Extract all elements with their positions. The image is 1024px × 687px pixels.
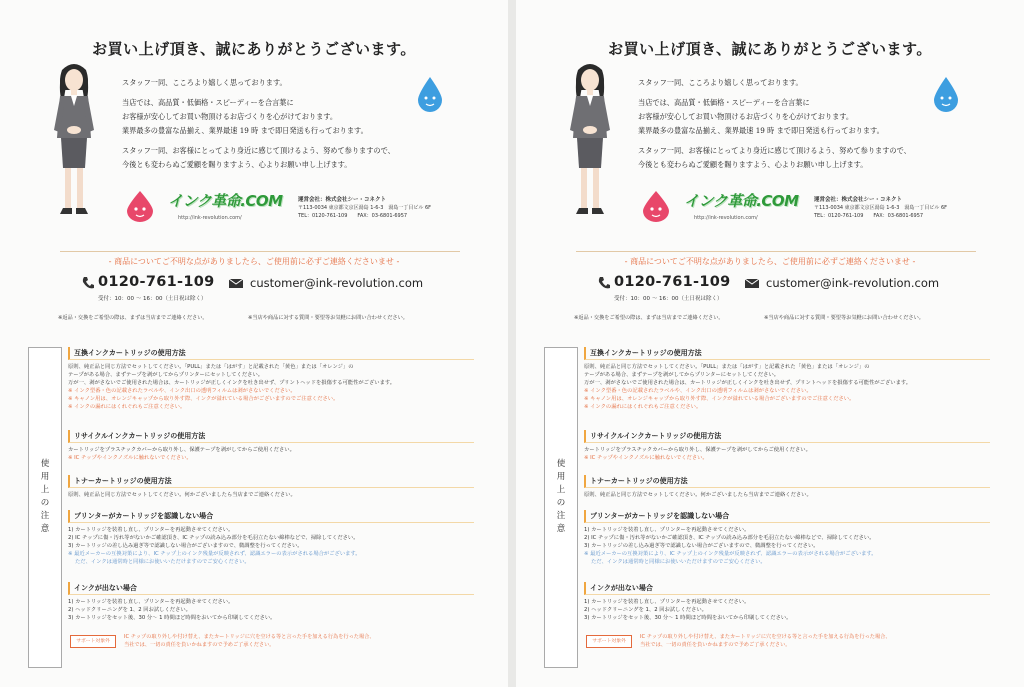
support-disclaimer-line: 当社では、一切の責任を負いかねますので予めご了承ください。: [124, 642, 275, 648]
brand-logo: インク革命.COM: [168, 192, 283, 210]
greeting-line: スタッフ一同、お客様にとってより身近に感じて頂けるよう、努めて参りますので、: [638, 146, 911, 155]
usage-section-heading: リサイクルインクカートリッジの使用方法: [584, 430, 990, 443]
business-hours: 受付：10：00 〜 16：00（土日祝は除く）: [98, 296, 207, 302]
instruction-line: 原則、純正品と同じ方法でセットしてください。「PULL」または「はがす」と記載された「黄色」または「オレンジ」の: [68, 364, 354, 370]
caution-note: ※ インクの漏れにはくれぐれもご注意ください。: [68, 404, 186, 410]
caution-note: ※ インク型番・色の記載されたラベルや、インク出口の透明フィルムは剥がさないでください。: [68, 388, 296, 394]
instruction-page-right: [516, 0, 1024, 687]
section-divider: [576, 251, 976, 252]
usage-instructions: [584, 347, 984, 667]
support-disclaimer-line: IC チップの取り外しや付け替え、またカートリッジに穴を空ける等と言った手を加える行為を行った場合、: [124, 634, 375, 640]
instruction-line: 1) カートリッジを装着し直し、プリンターを再起動させてください。: [584, 527, 750, 533]
company-tel-fax: TEL：0120-761-109 FAX：03-6801-6957: [814, 213, 924, 219]
side-label-char: 上: [40, 485, 50, 495]
section-divider: [60, 251, 460, 252]
unsupported-badge: サポート対象外: [586, 635, 632, 648]
instruction-line: テープがある場合、まずテープを剥がしてからプリンターにセットしてください。: [68, 372, 264, 378]
brand-url[interactable]: http://ink-revolution.com/: [694, 215, 758, 221]
greeting-line: 当店では、高品質・低価格・スピーディーを合言葉に: [638, 98, 810, 107]
instruction-line: 万が一、剥がさないでご使用された場合は、カートリッジが正しくインクを吐き出せず、プリントヘッドを損傷する可能性がございます。: [584, 380, 912, 386]
instruction-line: 1) カートリッジを装着し直し、プリンターを再起動させてください。: [68, 599, 234, 605]
staff-mascot-illustration: [44, 60, 104, 220]
side-label-char: 上: [556, 485, 566, 495]
staff-mascot-illustration: [560, 60, 620, 220]
usage-notes-side-label: [28, 347, 62, 668]
email-address[interactable]: customer@ink-revolution.com: [766, 276, 940, 290]
caution-note: ※ 最近メーカーの互換対策により、IC チップ上のインク残量が反映されず、認識エラーの表示がされる場合がございます。: [584, 551, 877, 557]
usage-section: [584, 430, 984, 462]
brand-logo: インク革命.COM: [684, 192, 799, 210]
instruction-line: 原則、純正品と同じ方法でセットしてください。「PULL」または「はがす」と記載された「黄色」または「オレンジ」の: [584, 364, 870, 370]
greeting-message: [638, 76, 938, 172]
support-disclaimer-line: 当社では、一切の責任を負いかねますので予めご了承ください。: [640, 642, 791, 648]
support-disclaimer-text: [124, 633, 375, 649]
business-hours: 受付：10：00 〜 16：00（土日祝は除く）: [614, 296, 723, 302]
usage-section-heading: 互換インクカートリッジの使用方法: [68, 347, 474, 360]
greeting-line: スタッフ一同、こころより嬉しく思っております。: [638, 78, 803, 87]
usage-section-heading: 互換インクカートリッジの使用方法: [584, 347, 990, 360]
ink-drop-logo-icon: [641, 190, 671, 222]
phone-icon: [82, 276, 94, 290]
instruction-line: 原則、純正品と同じ方法でセットしてください。何かございましたら当店までご連絡ください。: [584, 492, 812, 498]
side-label-text: [545, 458, 577, 536]
caution-note: ※ インクの漏れにはくれぐれもご注意ください。: [584, 404, 702, 410]
side-label-char: 用: [40, 472, 50, 482]
caution-note: ※ キャノン用は、オレンジキャップから取り外す際、インクが溢れている場合がございますのでご注意ください。: [584, 396, 855, 402]
instruction-line: カートリッジをプラスチックカバーから取り外し、保護テープを剥がしてからご使用ください。: [68, 447, 295, 453]
usage-section: [584, 347, 984, 411]
side-label-char: 注: [556, 511, 566, 521]
company-name: 運営会社：株式会社シー・コネクト: [298, 197, 387, 203]
company-info: [298, 196, 431, 220]
footnote-inquiries: ※当店や商品に対する質問・要望等お気軽にお問い合わせください。: [248, 315, 408, 321]
caution-note: ただ、インクは通常時と同様にお使いいただけますのでご安心ください。: [68, 559, 250, 565]
support-disclaimer-text: [640, 633, 891, 649]
usage-section: [584, 582, 984, 622]
side-label-char: 意: [40, 524, 50, 534]
caution-note: ただ、インクは通常時と同様にお使いいただけますのでご安心ください。: [584, 559, 766, 565]
instruction-line: 3) カートリッジの差し込み過ぎ等で認識しない場合がございますので、微調整を行ってください。: [68, 543, 303, 549]
footnote-returns: ※返品・交換をご希望の際は、まずは当店までご連絡ください。: [574, 315, 724, 321]
footnote-inquiries: ※当店や商品に対する質問・要望等お気軽にお問い合わせください。: [764, 315, 924, 321]
company-address: 〒113-0034 東京都文京区湯島 1-6-3 湯島一丁目ビル 6F: [298, 205, 432, 211]
instruction-line: 1) カートリッジを装着し直し、プリンターを再起動させてください。: [584, 599, 750, 605]
phone-number[interactable]: 0120-761-109: [98, 274, 215, 290]
support-disclaimer-line: IC チップの取り外しや付け替え、またカートリッジに穴を空ける等と言った手を加える行為を行った場合、: [640, 634, 891, 640]
instruction-line: 2) ヘッドクリーニングを 1、2 回お試しください。: [584, 607, 707, 613]
caution-note: ※ インク型番・色の記載されたラベルや、インク出口の透明フィルムは剥がさないでください。: [584, 388, 812, 394]
usage-section-heading: プリンターがカートリッジを認識しない場合: [584, 510, 990, 523]
company-name: 運営会社：株式会社シー・コネクト: [814, 197, 903, 203]
usage-section: [584, 475, 984, 499]
ink-drop-logo-icon: [125, 190, 155, 222]
page-title: お買い上げ頂き、誠にありがとうございます。: [608, 40, 932, 58]
caution-note: ※ キャノン用は、オレンジキャップから取り外す際、インクが溢れている場合がございますのでご注意ください。: [68, 396, 339, 402]
instruction-line: テープがある場合、まずテープを剥がしてからプリンターにセットしてください。: [584, 372, 780, 378]
greeting-line: 今後とも変わらぬご愛顧を賜りますよう、心よりお願い申し上げます。: [638, 160, 868, 169]
greeting-line: お客様が安心してお買い物頂けるお店づくりを心がけております。: [638, 112, 854, 121]
greeting-line: スタッフ一同、お客様にとってより身近に感じて頂けるよう、努めて参りますので、: [122, 146, 395, 155]
usage-section-heading: インクが出ない場合: [68, 582, 474, 595]
side-label-char: 用: [556, 472, 566, 482]
phone-icon: [598, 276, 610, 290]
mail-icon: [745, 279, 759, 288]
usage-section-heading: トナーカートリッジの使用方法: [584, 475, 990, 488]
phone-number[interactable]: 0120-761-109: [614, 274, 731, 290]
instruction-line: カートリッジをプラスチックカバーから取り外し、保護テープを剥がしてからご使用ください。: [584, 447, 811, 453]
greeting-line: 今後とも変わらぬご愛顧を賜りますよう、心よりお願い申し上げます。: [122, 160, 352, 169]
usage-section-heading: プリンターがカートリッジを認識しない場合: [68, 510, 474, 523]
company-tel-fax: TEL：0120-761-109 FAX：03-6801-6957: [298, 213, 408, 219]
side-label-char: 使: [40, 459, 50, 469]
usage-section: [68, 430, 468, 462]
usage-section: [68, 510, 468, 566]
unsupported-badge: サポート対象外: [70, 635, 116, 648]
usage-section-heading: トナーカートリッジの使用方法: [68, 475, 474, 488]
instruction-line: 1) カートリッジを装着し直し、プリンターを再起動させてください。: [68, 527, 234, 533]
side-label-text: [29, 458, 61, 536]
greeting-line: お客様が安心してお買い物頂けるお店づくりを心がけております。: [122, 112, 338, 121]
contact-notice-banner: - 商品についてご不明な点がありましたら、ご使用前に必ずご連絡くださいませ -: [624, 257, 916, 266]
caution-note: ※ IC チップやインクノズルに触れないでください。: [584, 455, 708, 461]
instruction-line: 原則、純正品と同じ方法でセットしてください。何かございましたら当店までご連絡ください。: [68, 492, 296, 498]
email-address[interactable]: customer@ink-revolution.com: [250, 276, 424, 290]
mail-icon: [229, 279, 243, 288]
usage-section: [68, 475, 468, 499]
contact-row: [82, 274, 442, 294]
greeting-line: 業界最多の豊富な品揃え、業界最速 19 時 まで即日発送も行っております。: [122, 126, 368, 135]
side-label-char: の: [40, 498, 50, 508]
instruction-line: 3) カートリッジをセット後、30 分〜 1 時間ほど時間をおいてから印刷してください。: [68, 615, 276, 621]
page-title: お買い上げ頂き、誠にありがとうございます。: [92, 40, 416, 58]
caution-note: ※ 最近メーカーの互換対策により、IC チップ上のインク残量が反映されず、認識エラーの表示がされる場合がございます。: [68, 551, 361, 557]
footnote-returns: ※返品・交換をご希望の際は、まずは当店までご連絡ください。: [58, 315, 208, 321]
contact-notice-banner: - 商品についてご不明な点がありましたら、ご使用前に必ずご連絡くださいませ -: [108, 257, 400, 266]
side-label-char: 注: [40, 511, 50, 521]
instruction-line: 3) カートリッジをセット後、30 分〜 1 時間ほど時間をおいてから印刷してください。: [584, 615, 792, 621]
side-label-char: 使: [556, 459, 566, 469]
usage-section-heading: リサイクルインクカートリッジの使用方法: [68, 430, 474, 443]
company-info: [814, 196, 947, 220]
caution-note: ※ IC チップやインクノズルに触れないでください。: [68, 455, 192, 461]
contact-footnotes: [58, 314, 478, 321]
usage-section: [68, 582, 468, 622]
contact-row: [598, 274, 958, 294]
usage-section: [68, 347, 468, 411]
usage-section-heading: インクが出ない場合: [584, 582, 990, 595]
contact-footnotes: [574, 314, 994, 321]
instruction-line: 2) ヘッドクリーニングを 1、2 回お試しください。: [68, 607, 191, 613]
instruction-page-left: [0, 0, 508, 687]
usage-section: [584, 510, 984, 566]
greeting-message: [122, 76, 422, 172]
side-label-char: の: [556, 498, 566, 508]
greeting-line: 当店では、高品質・低価格・スピーディーを合言葉に: [122, 98, 294, 107]
instruction-line: 2) IC チップに傷・汚れ等がないかご確認頂き、IC チップの読み込み部分を毛羽立たない綿棒などで、掃除してください。: [68, 535, 359, 541]
usage-notes-side-label: [544, 347, 578, 668]
instruction-line: 3) カートリッジの差し込み過ぎ等で認識しない場合がございますので、微調整を行ってください。: [584, 543, 819, 549]
side-label-char: 意: [556, 524, 566, 534]
brand-url[interactable]: http://ink-revolution.com/: [178, 215, 242, 221]
usage-instructions: [68, 347, 468, 667]
greeting-line: 業界最多の豊富な品揃え、業界最速 19 時 まで即日発送も行っております。: [638, 126, 884, 135]
greeting-line: スタッフ一同、こころより嬉しく思っております。: [122, 78, 287, 87]
company-address: 〒113-0034 東京都文京区湯島 1-6-3 湯島一丁目ビル 6F: [814, 205, 948, 211]
instruction-line: 万が一、剥がさないでご使用された場合は、カートリッジが正しくインクを吐き出せず、プリントヘッドを損傷する可能性がございます。: [68, 380, 396, 386]
instruction-line: 2) IC チップに傷・汚れ等がないかご確認頂き、IC チップの読み込み部分を毛羽立たない綿棒などで、掃除してください。: [584, 535, 875, 541]
